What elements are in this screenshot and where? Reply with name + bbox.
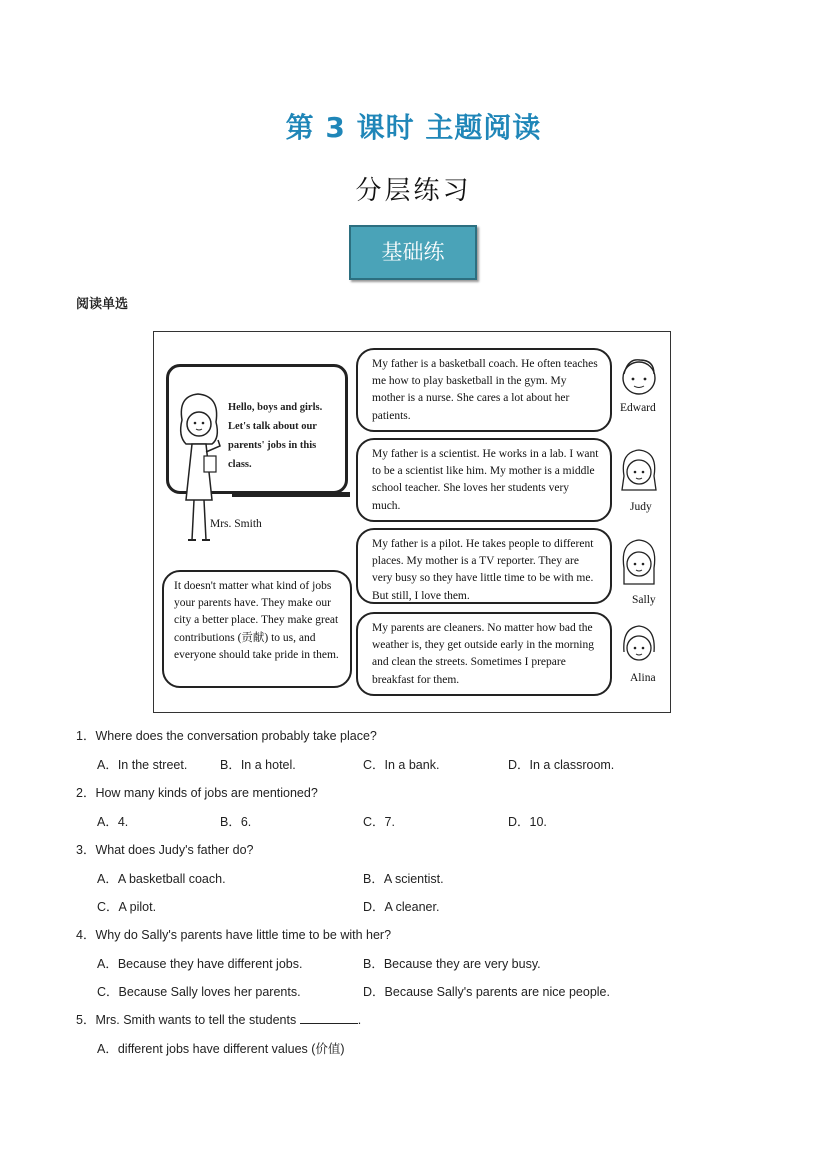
q2-option-a[interactable]: A．4. — [97, 815, 129, 829]
q1-option-b[interactable]: B．In a hotel. — [220, 758, 296, 772]
q4-option-b[interactable]: B．Because they are very busy. — [363, 957, 541, 971]
alina-drawing — [618, 622, 660, 672]
question-text: What does Judy's father do? — [95, 843, 254, 857]
question-number: 4． — [76, 928, 96, 942]
q3-option-c[interactable]: C．A pilot. — [97, 900, 157, 914]
sally-speech-bubble: My father is a pilot. He takes people to different places. My mother is a TV reporter. They are very busy so they have little time to be with me. But still, I love them. — [356, 528, 612, 604]
edward-drawing — [618, 354, 660, 402]
page-subtitle: 分层练习 — [355, 176, 472, 206]
q3-option-b[interactable]: B．A scientist. — [363, 872, 444, 886]
q4-option-a[interactable]: A．Because they have different jobs. — [97, 957, 303, 971]
sally-drawing — [618, 536, 660, 588]
level-badge: 基础练 — [349, 225, 477, 280]
question-text: Why do Sally's parents have little time to be with her? — [95, 928, 392, 942]
q1-option-c[interactable]: C．In a bank. — [363, 758, 440, 772]
q5-option-a[interactable]: A．different jobs have different values (价值) — [97, 1042, 345, 1056]
question-number: 1． — [76, 729, 96, 743]
answer-blank[interactable] — [300, 1012, 358, 1024]
alina-name: Alina — [630, 672, 656, 684]
q4-option-d[interactable]: D．Because Sally's parents are nice people. — [363, 985, 610, 999]
sally-name: Sally — [632, 594, 656, 606]
edward-name: Edward — [620, 402, 656, 414]
question-text: Mrs. Smith wants to tell the students — [95, 1013, 297, 1027]
blackboard-text: Hello, boys and girls. Let's talk about our parents' jobs in this class. — [228, 402, 323, 470]
question-1 — [76, 726, 377, 744]
teacher-drawing — [164, 390, 234, 560]
page-title: 第 3 课时 主题阅读 — [285, 111, 542, 144]
q3-option-d[interactable]: D．A cleaner. — [363, 900, 440, 914]
section-heading: 阅读单选 — [76, 297, 129, 312]
judy-drawing — [618, 446, 660, 496]
q2-option-c[interactable]: C．7. — [363, 815, 395, 829]
question-3 — [76, 840, 254, 858]
question-text: How many kinds of jobs are mentioned? — [95, 786, 318, 800]
q3-option-a[interactable]: A．A basketball coach. — [97, 872, 226, 886]
q1-option-d[interactable]: D．In a classroom. — [508, 758, 615, 772]
reading-illustration — [153, 331, 671, 713]
question-text-end: . — [357, 1013, 362, 1027]
blackboard-tray — [232, 492, 350, 497]
teacher-speech-bubble: It doesn't matter what kind of jobs your parents have. They make our city a better place. They make great contributions (贡献) to us, and everyone should take pride in them. — [162, 570, 352, 688]
question-2 — [76, 783, 318, 801]
edward-speech-bubble: My father is a basketball coach. He often teaches me how to play basketball in the gym. My mother is a nurse. She cares a lot about her patients. — [356, 348, 612, 432]
question-number: 5． — [76, 1013, 96, 1027]
question-number: 2． — [76, 786, 96, 800]
judy-name: Judy — [630, 501, 652, 513]
q2-option-d[interactable]: D．10. — [508, 815, 547, 829]
question-4 — [76, 925, 391, 943]
teacher-name: Mrs. Smith — [210, 518, 262, 530]
alina-speech-bubble: My parents are cleaners. No matter how bad the weather is, they get outside early in the morning and clean the streets. Sometimes I prepare breakfast for them. — [356, 612, 612, 696]
question-5 — [76, 1010, 361, 1028]
question-number: 3． — [76, 843, 96, 857]
q1-option-a[interactable]: A．In the street. — [97, 758, 188, 772]
question-text: Where does the conversation probably take place? — [95, 729, 377, 743]
q4-option-c[interactable]: C．Because Sally loves her parents. — [97, 985, 301, 999]
judy-speech-bubble: My father is a scientist. He works in a lab. I want to be a scientist like him. My mother is a middle school teacher. She loves her students very much. — [356, 438, 612, 522]
q2-option-b[interactable]: B．6. — [220, 815, 252, 829]
